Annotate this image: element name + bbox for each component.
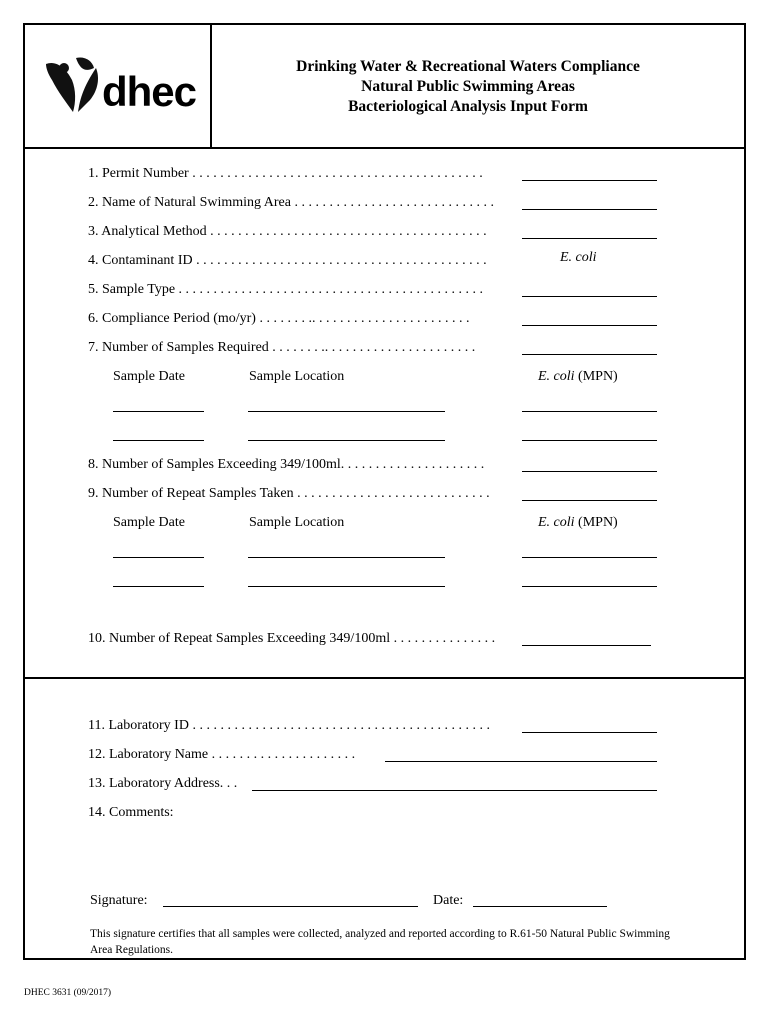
samples-exceeding-label: 8. Number of Samples Exceeding 349/100ml. . . . . . . . . . . . . . . . . . . . . — [88, 457, 485, 472]
ecoli-result-field[interactable] — [522, 440, 657, 441]
repeat-sample-location-field[interactable] — [248, 557, 445, 558]
area-name-field[interactable] — [522, 209, 657, 210]
samples-required-label: 7. Number of Samples Required . . . . . . . .. . . . . . . . . . . . . . . . . . . . . . — [88, 340, 476, 355]
header-bottom-rule — [24, 147, 745, 149]
area-name-label: 2. Name of Natural Swimming Area . . . . . . . . . . . . . . . . . . . . . . . . . . . . . — [88, 195, 494, 210]
repeat-sample-location-header: Sample Location — [249, 515, 345, 530]
form-title-line-3: Bacteriological Analysis Input Form — [348, 98, 588, 115]
sample-date-header: Sample Date — [113, 369, 185, 384]
lab-name-label: 12. Laboratory Name . . . . . . . . . . . . . . . . . . . . . — [88, 747, 356, 762]
date-label: Date: — [433, 893, 464, 908]
permit-number-label: 1. Permit Number . . . . . . . . . . . . . . . . . . . . . . . . . . . . . . . . . . . . . . . . . . — [88, 166, 483, 181]
repeat-exceeding-label: 10. Number of Repeat Samples Exceeding 349/100ml . . . . . . . . . . . . . . . — [88, 631, 496, 646]
repeat-taken-field[interactable] — [522, 500, 657, 501]
sample-date-field[interactable] — [113, 411, 204, 412]
signature-field[interactable] — [163, 906, 418, 907]
analytical-method-field[interactable] — [522, 238, 657, 239]
repeat-ecoli-result-field[interactable] — [522, 557, 657, 558]
form-code: DHEC 3631 (09/2017) — [24, 988, 112, 998]
sample-date-field[interactable] — [113, 440, 204, 441]
sample-location-field[interactable] — [248, 411, 445, 412]
form-title-line-2: Natural Public Swimming Areas — [361, 78, 575, 95]
permit-number-field[interactable] — [522, 180, 657, 181]
lab-id-label: 11. Laboratory ID . . . . . . . . . . . . . . . . . . . . . . . . . . . . . . . . . . . . . . . . . . . — [88, 718, 490, 733]
analytical-method-label: 3. Analytical Method . . . . . . . . . . . . . . . . . . . . . . . . . . . . . . . . . . . . . . . . — [88, 224, 487, 239]
signature-label: Signature: — [90, 893, 148, 908]
repeat-ecoli-mpn-header: E. coli (MPN) — [538, 515, 618, 530]
repeat-taken-label: 9. Number of Repeat Samples Taken . . . . . . . . . . . . . . . . . . . . . . . . . . . . — [88, 486, 490, 501]
ecoli-mpn-header: E. coli (MPN) — [538, 369, 618, 384]
compliance-period-label: 6. Compliance Period (mo/yr) . . . . . . . .. . . . . . . . . . . . . . . . . . . . . . . — [88, 311, 470, 326]
lab-id-field[interactable] — [522, 732, 657, 733]
certification-text: This signature certifies that all samples were collected, analyzed and reported according to R.61-50 Natural Public Swimming Area Regulations. — [90, 928, 670, 956]
samples-exceeding-field[interactable] — [522, 471, 657, 472]
comments-field[interactable] — [88, 825, 658, 880]
lab-address-field[interactable] — [252, 790, 657, 791]
repeat-exceeding-field[interactable] — [522, 645, 651, 646]
form-title-line-1: Drinking Water & Recreational Waters Compliance — [296, 58, 640, 75]
repeat-sample-location-field[interactable] — [248, 586, 445, 587]
repeat-sample-date-field[interactable] — [113, 557, 204, 558]
lab-name-field[interactable] — [385, 761, 657, 762]
logo-text: dhec — [102, 68, 197, 115]
section-divider — [24, 677, 745, 679]
contaminant-id-label: 4. Contaminant ID . . . . . . . . . . . . . . . . . . . . . . . . . . . . . . . . . . . . . . . . . . — [88, 253, 487, 268]
header-divider — [210, 24, 212, 148]
lab-address-label: 13. Laboratory Address. . . — [88, 776, 238, 791]
dhec-leaf-icon — [40, 50, 102, 116]
repeat-sample-date-field[interactable] — [113, 586, 204, 587]
comments-label: 14. Comments: — [88, 805, 174, 820]
ecoli-result-field[interactable] — [522, 411, 657, 412]
contaminant-id-value: E. coli — [560, 250, 597, 265]
sample-location-header: Sample Location — [249, 369, 345, 384]
compliance-period-field[interactable] — [522, 325, 657, 326]
sample-type-field[interactable] — [522, 296, 657, 297]
dhec-logo — [40, 50, 200, 120]
repeat-ecoli-result-field[interactable] — [522, 586, 657, 587]
samples-required-field[interactable] — [522, 354, 657, 355]
sample-location-field[interactable] — [248, 440, 445, 441]
date-field[interactable] — [473, 906, 607, 907]
sample-type-label: 5. Sample Type . . . . . . . . . . . . . . . . . . . . . . . . . . . . . . . . . . . . . . . . . . . . — [88, 282, 484, 297]
repeat-sample-date-header: Sample Date — [113, 515, 185, 530]
